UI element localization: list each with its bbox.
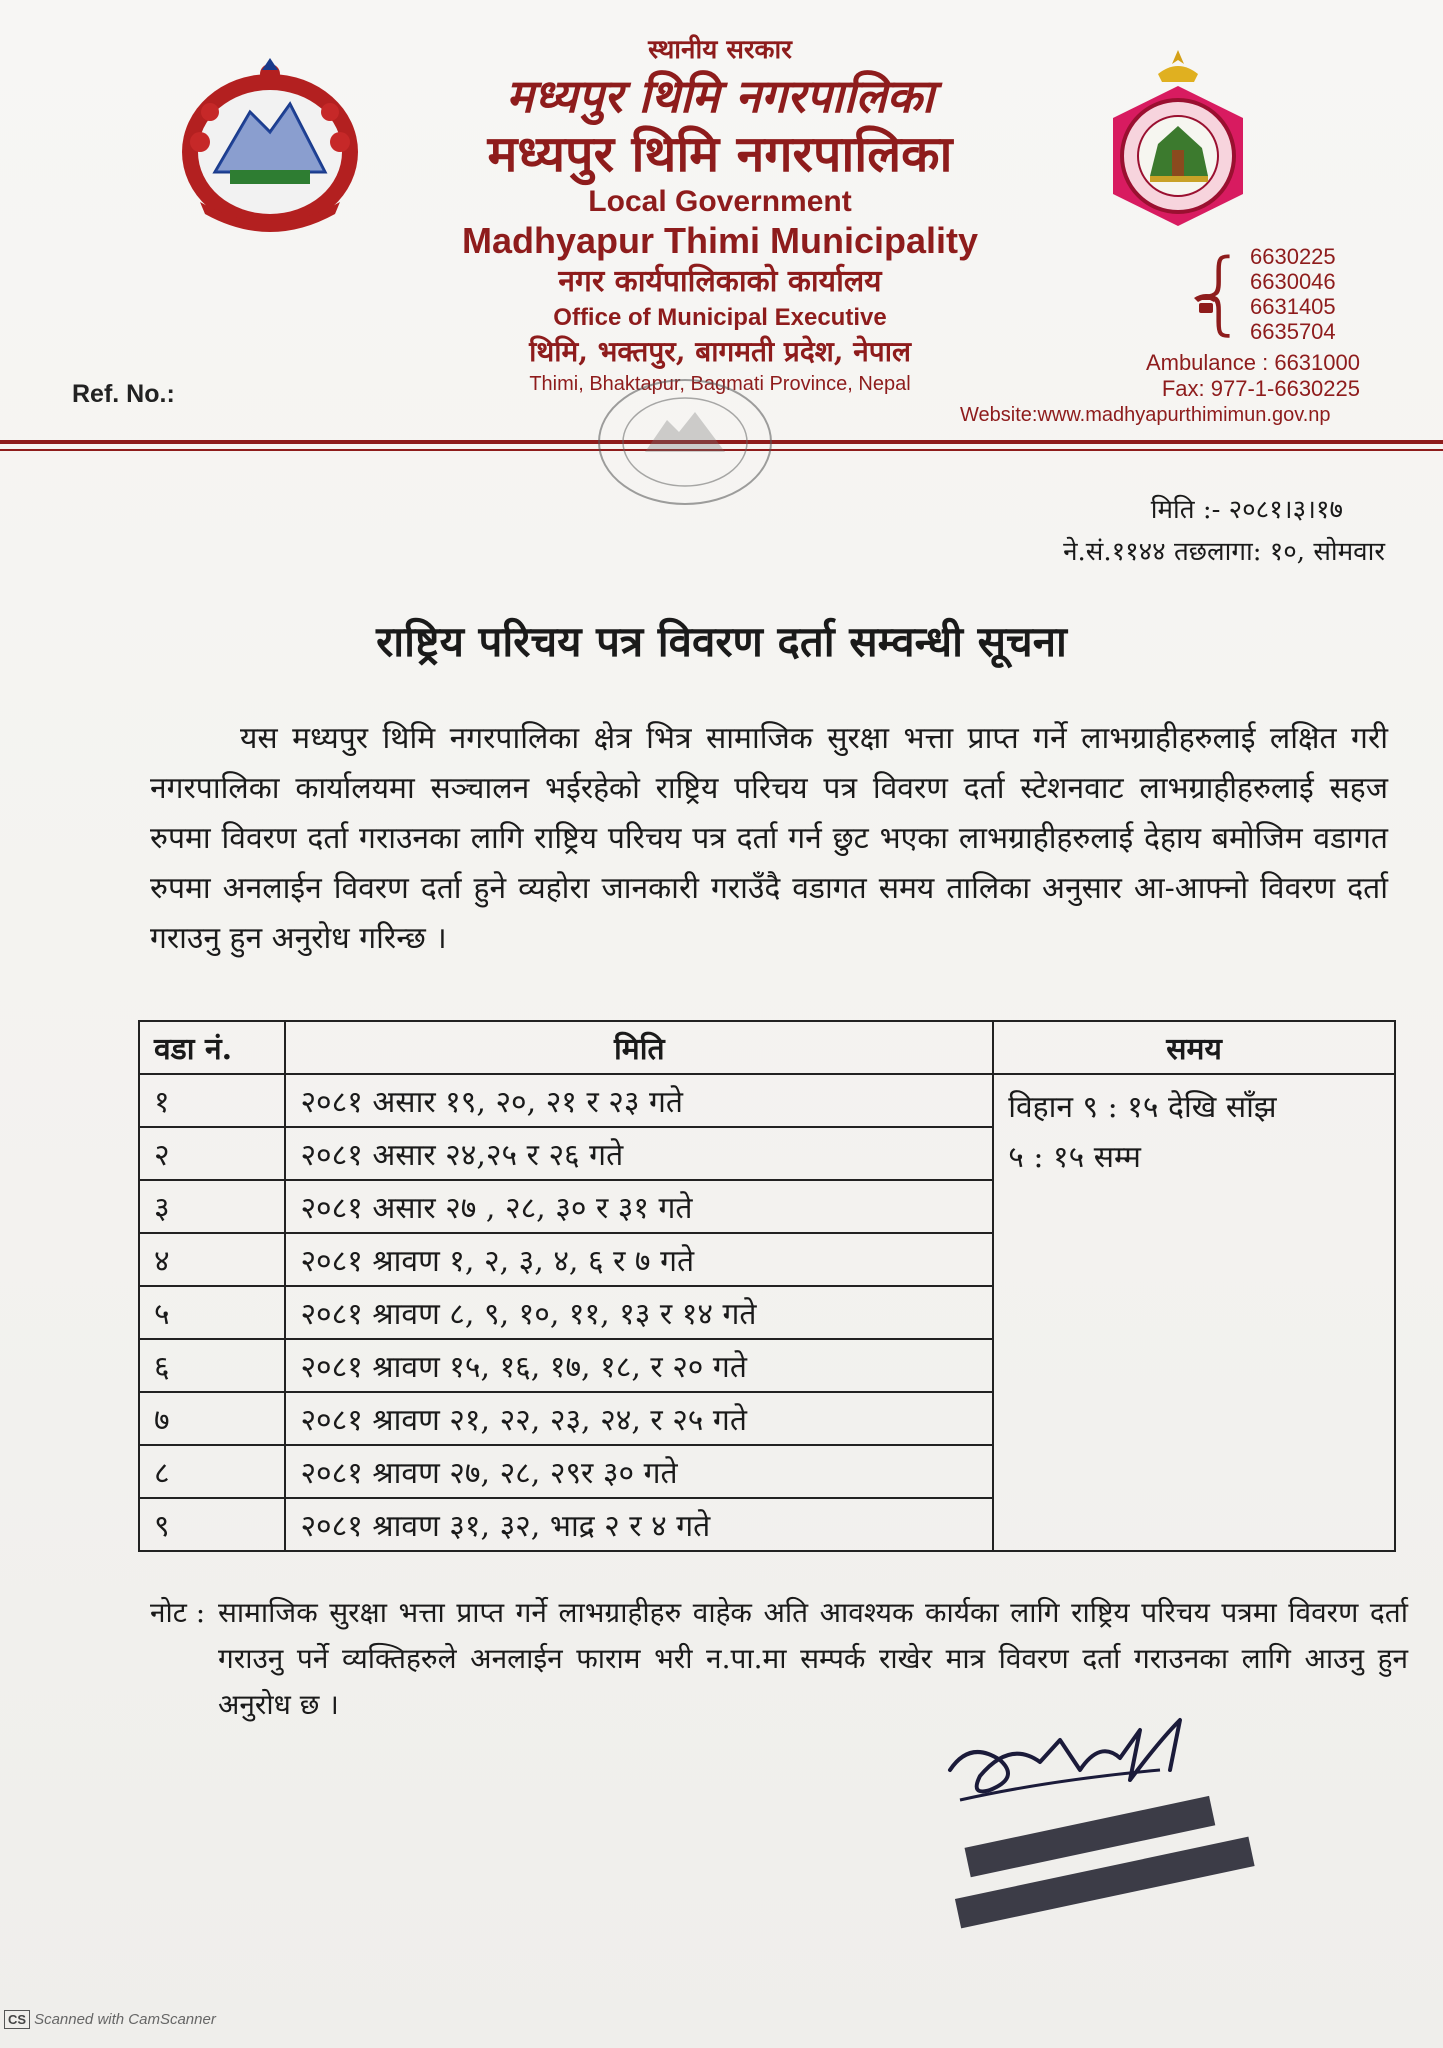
ward-number: ८	[139, 1445, 285, 1498]
notice-title: राष्ट्रिय परिचय पत्र विवरण दर्ता सम्वन्धी सूचना	[376, 617, 1067, 666]
municipality-name-en: Madhyapur Thimi Municipality	[461, 220, 979, 261]
ward-date: २०८१ श्रावण १५, १६, १७, १८, र २० गते	[285, 1339, 993, 1392]
time-line: विहान ९ : १५ देखि साँझ	[1008, 1090, 1277, 1125]
office-name-np: नगर कार्यपालिकाको कार्यालय	[558, 264, 882, 299]
note-label: नोट :	[150, 1596, 206, 1629]
header-ward: वडा नं.	[139, 1021, 285, 1074]
ward-number: २	[139, 1127, 285, 1180]
address-en: Thimi, Bhaktapur, Bagmati Province, Nepal	[529, 373, 911, 395]
scanner-text: Scanned with CamScanner	[34, 2011, 216, 2028]
table-header-row	[139, 1021, 1395, 1074]
ward-number: ९	[139, 1498, 285, 1551]
phone-number: 6630225	[1250, 244, 1336, 269]
nepal-sambat-date: ने.सं.११४४ तछलागा: १०, सोमवार	[1063, 537, 1385, 567]
ref-no-label: Ref. No.:	[72, 380, 175, 408]
ward-date: २०८१ असार १९, २०, २१ र २३ गते	[285, 1074, 993, 1127]
municipality-logo-icon	[1098, 44, 1258, 234]
camscanner-badge: CS	[4, 2010, 30, 2029]
note-text: सामाजिक सुरक्षा भत्ता प्राप्त गर्ने लाभग्राहीहरु वाहेक अति आवश्यक कार्यका लागि राष्ट्रिय परिचय पत्रमा विवरण दर्ता गराउनु पर्ने व्यक्तिहरुले अनलाईन फाराम भरी न.पा.मा सम्पर्क राखेर मात्र विवरण दर्ता गराउनका लागि आउनु हुन अनुरोध छ ।	[218, 1596, 1408, 1721]
website-link[interactable]: Website:www.madhyapurthimimun.gov.np	[960, 404, 1331, 426]
nepal-emblem-icon	[170, 52, 370, 247]
phone-number: 6635704	[1250, 319, 1336, 344]
address-np: थिमि, भक्तपुर, बागमती प्रदेश, नेपाल	[529, 335, 911, 368]
local-government-np: स्थानीय सरकार	[648, 35, 792, 65]
notice-body: यस मध्यपुर थिमि नगरपालिका क्षेत्र भित्र सामाजिक सुरक्षा भत्ता प्राप्त गर्ने लाभग्राहीहरुलाई लक्षित गरी नगरपालिका कार्यालयमा सञ्चालन भईरहेको राष्ट्रिय परिचय पत्र विवरण दर्ता स्टेशनवाट लाभग्राहीहरुलाई सहज रुपमा विवरण दर्ता गराउनका लागि राष्ट्रिय परिचय पत्र दर्ता गर्न छुट भएका लाभग्राहीहरुलाई देहाय बमोजिम वडागत रुपमा अनलाईन विवरण दर्ता हुने व्यहोरा जानकारी गराउँदै वडागत समय तालिका अनुसार आ-आफ्नो विवरण दर्ता गराउनु हुन अनुरोध गरिन्छ ।	[150, 721, 1388, 956]
ward-schedule-table	[138, 1020, 1396, 1552]
ward-date: २०८१ श्रावण २७, २८, २९र ३० गते	[285, 1445, 993, 1498]
ward-number: ६	[139, 1339, 285, 1392]
header-time: समय	[993, 1021, 1395, 1074]
ward-date: २०८१ श्रावण ८, ९, १०, ११, १३ र १४ गते	[285, 1286, 993, 1339]
scanner-watermark	[4, 2010, 216, 2029]
ward-number: १	[139, 1074, 285, 1127]
time-cell	[993, 1074, 1395, 1551]
issue-date: मिति :- २०८१।३।१७	[1150, 495, 1343, 525]
phone-list	[1250, 244, 1360, 344]
phone-number: 6631405	[1250, 294, 1336, 319]
letterhead	[380, 30, 1060, 398]
table-row	[139, 1074, 1395, 1127]
ward-number: ५	[139, 1286, 285, 1339]
office-name-en: Office of Municipal Executive	[553, 304, 887, 331]
ward-date: २०८१ असार २७ , २८, ३० र ३१ गते	[285, 1180, 993, 1233]
time-line: ५ : १५ सम्म	[1008, 1140, 1141, 1175]
ward-date: २०८१ असार २४,२५ र २६ गते	[285, 1127, 993, 1180]
municipality-name-np: मध्यपुर थिमि नगरपालिका	[487, 125, 953, 183]
fax-number: Fax: 977-1-6630225	[1161, 376, 1360, 401]
ambulance-number: Ambulance : 6631000	[1145, 350, 1360, 375]
phone-brace: {	[1190, 240, 1248, 345]
municipality-name-np-script: मध्यपुर थिमि नगरपालिका	[506, 69, 934, 123]
ward-date: २०८१ श्रावण २१, २२, २३, २४, र २५ गते	[285, 1392, 993, 1445]
ward-date: २०८१ श्रावण १, २, ३, ४, ६ र ७ गते	[285, 1233, 993, 1286]
phone-number: 6630046	[1250, 269, 1336, 294]
ward-date: २०८१ श्रावण ३१, ३२, भाद्र २ र ४ गते	[285, 1498, 993, 1551]
signature-icon	[930, 1700, 1270, 1960]
local-government-en: Local Government	[588, 185, 852, 218]
office-stamp-icon	[575, 372, 795, 542]
ward-number: ४	[139, 1233, 285, 1286]
ward-number: ३	[139, 1180, 285, 1233]
header-date: मिति	[285, 1021, 993, 1074]
ward-number: ७	[139, 1392, 285, 1445]
